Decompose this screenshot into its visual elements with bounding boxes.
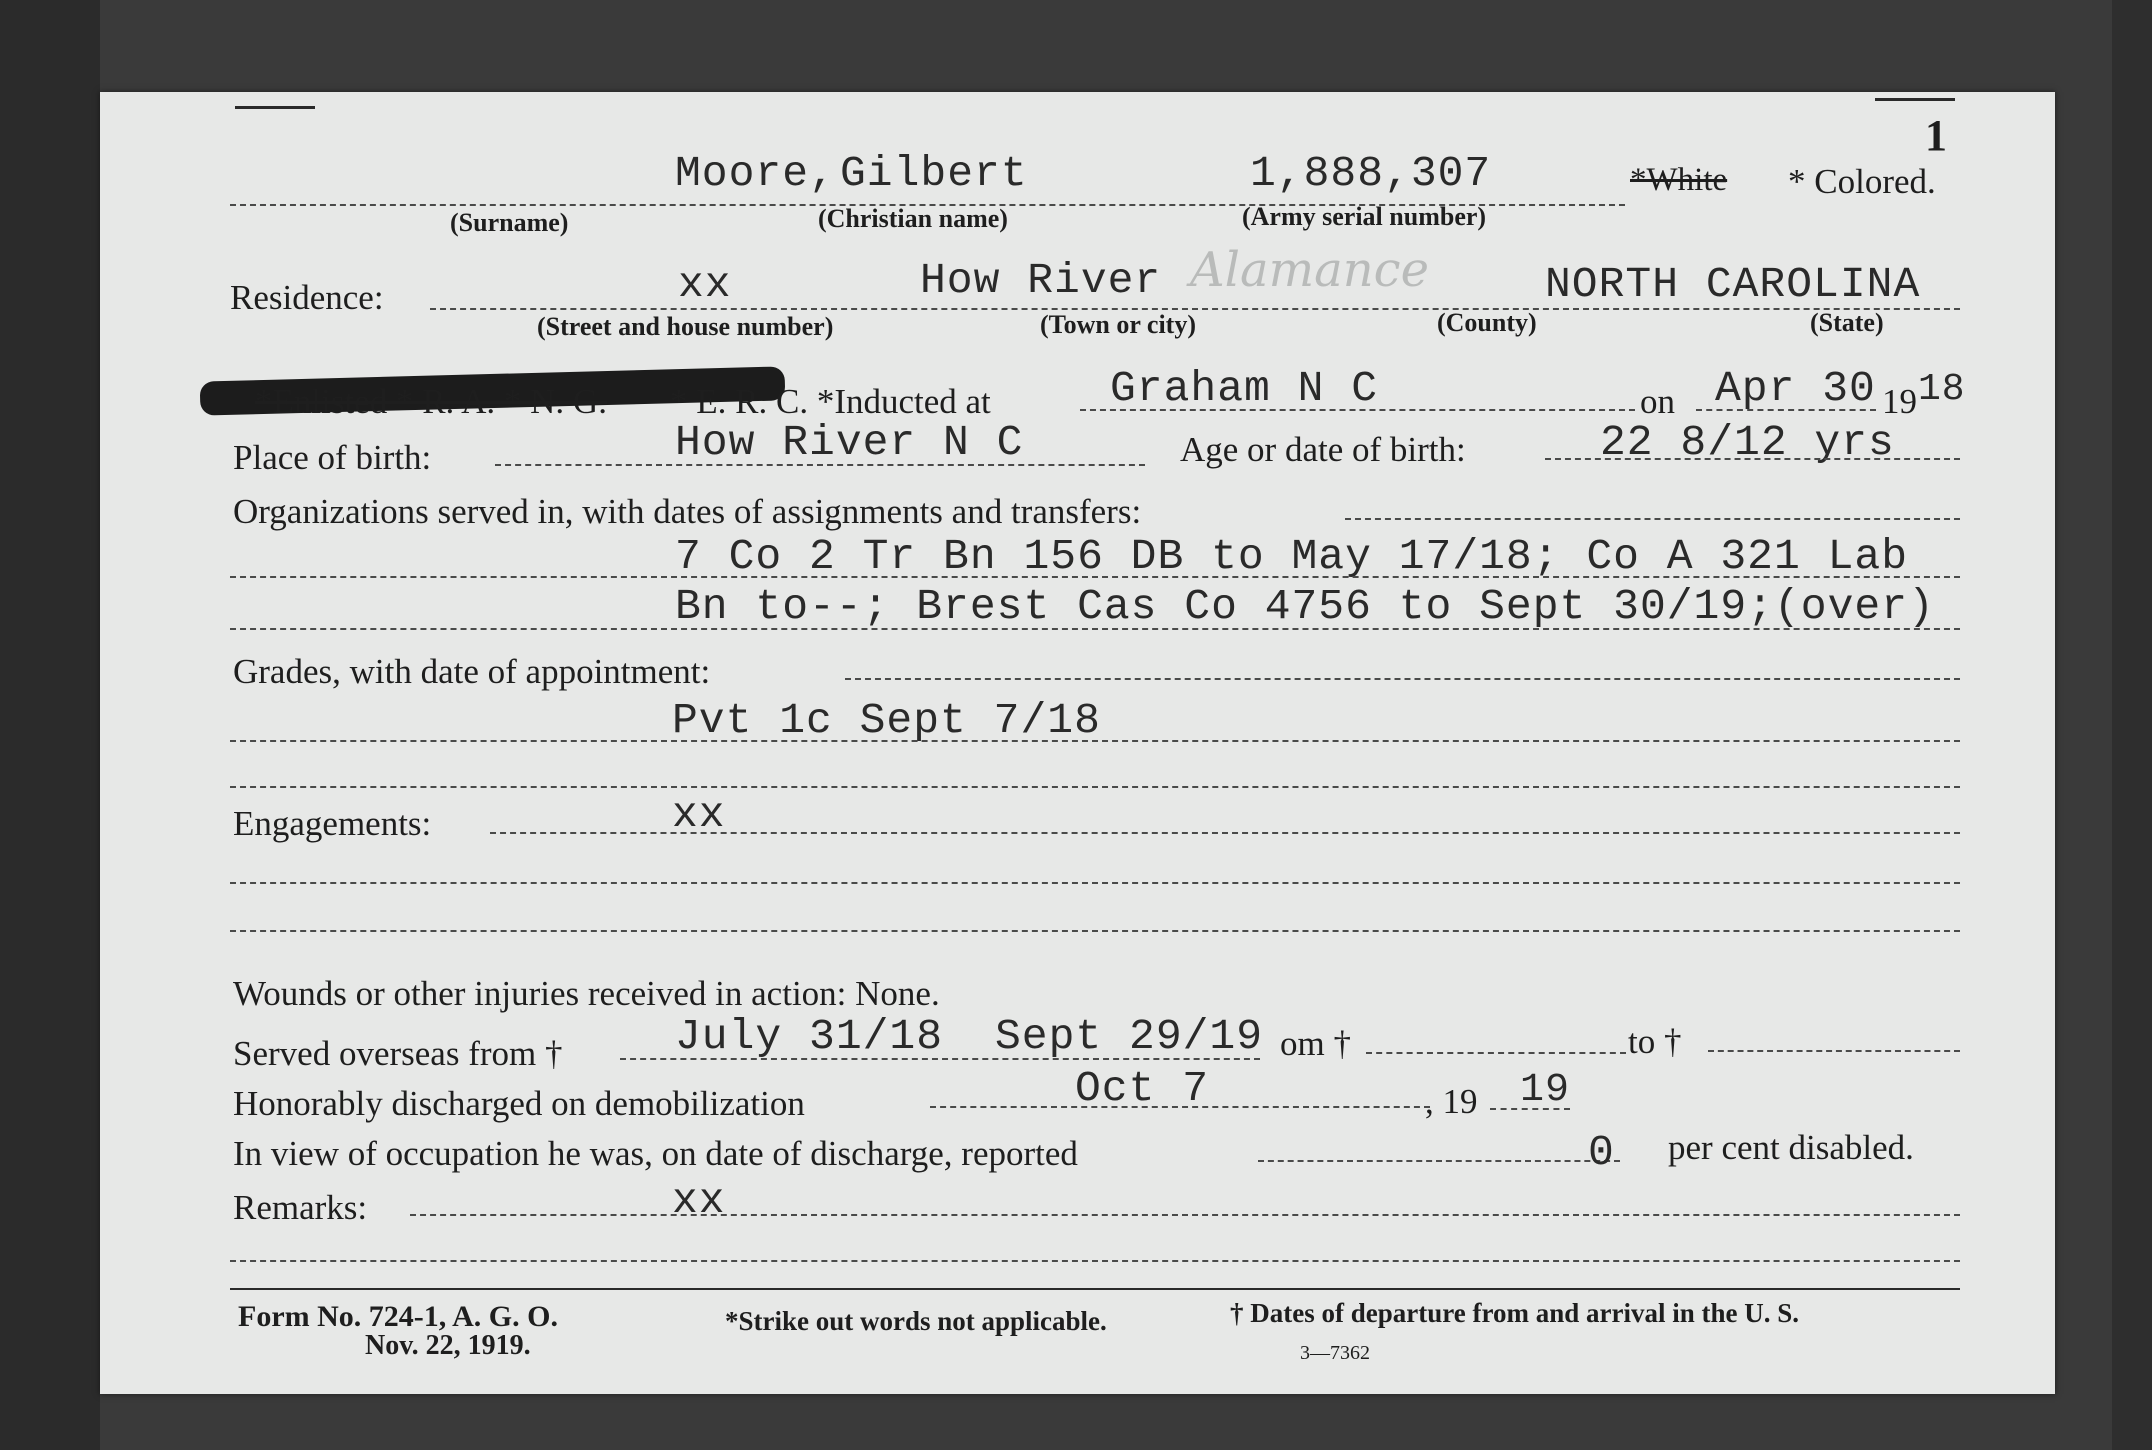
inducted-at-value: Graham N C xyxy=(1110,364,1379,413)
remarks-value: xx xyxy=(672,1176,726,1225)
serial-number-value: 1,888,307 xyxy=(1250,149,1492,198)
race-colored: * Colored. xyxy=(1788,162,1936,201)
discharge-year-prefix: , 19 xyxy=(1425,1082,1478,1121)
print-code: 3—7362 xyxy=(1300,1342,1370,1364)
organizations-line1-value: 7 Co 2 Tr Bn 156 DB to May 17/18; Co A 321 Lab xyxy=(675,532,1908,581)
grades-label: Grades, with date of appointment: xyxy=(233,652,711,691)
grades-line-1 xyxy=(230,740,1960,742)
residence-label: Residence: xyxy=(230,278,384,317)
form-date: Nov. 22, 1919. xyxy=(365,1330,531,1361)
on-label: on xyxy=(1640,382,1675,421)
form-number: Form No. 724-1, A. G. O. xyxy=(238,1300,558,1333)
age-label: Age or date of birth: xyxy=(1180,430,1466,469)
grades-line-2 xyxy=(230,786,1960,788)
race-white-struck: *White xyxy=(1630,162,1728,198)
christian-name-caption: (Christian name) xyxy=(818,204,1008,233)
engagements-line-1 xyxy=(230,882,1960,884)
county-caption: (County) xyxy=(1437,308,1537,337)
card-number: 1 xyxy=(1925,111,1947,160)
organizations-line-0 xyxy=(1345,518,1960,520)
strike-note: *Strike out words not applicable. xyxy=(725,1306,1107,1336)
overseas-mid-label: om † xyxy=(1280,1024,1351,1063)
state-value: NORTH CAROLINA xyxy=(1545,260,1921,309)
inducted-label: * E. R. C. *Inducted at xyxy=(670,382,991,421)
age-line xyxy=(1545,458,1960,460)
organizations-line-1 xyxy=(230,576,1960,578)
overseas-from-value: July 31/18 xyxy=(675,1012,944,1061)
enlisted-struck-text: *Enlisted * R. A. * N. G. xyxy=(255,382,607,421)
disability-label: In view of occupation he was, on date of discharge, reported xyxy=(233,1134,1078,1173)
birthplace-value: How River N C xyxy=(675,418,1024,467)
christian-name-value: Gilbert xyxy=(840,149,1028,198)
overseas-to-label: to † xyxy=(1628,1022,1682,1061)
disability-suffix: per cent disabled. xyxy=(1668,1128,1914,1167)
grades-line-0 xyxy=(845,678,1960,680)
engagements-line-0 xyxy=(490,832,1960,834)
street-value: xx xyxy=(678,260,732,309)
footer-rule xyxy=(230,1288,1960,1290)
overseas-to-line xyxy=(1708,1050,1960,1052)
scan-background-right xyxy=(2112,0,2152,1450)
state-caption: (State) xyxy=(1810,308,1884,337)
wounds-label: Wounds or other injuries received in action: None. xyxy=(233,974,940,1013)
discharge-year-line xyxy=(1490,1108,1570,1110)
top-right-rule xyxy=(1875,98,1955,101)
surname-caption: (Surname) xyxy=(450,208,569,237)
age-value: 22 8/12 yrs xyxy=(1600,418,1895,467)
remarks-label: Remarks: xyxy=(233,1188,368,1227)
disability-line xyxy=(1258,1160,1620,1162)
overseas-mid-line xyxy=(1366,1052,1626,1054)
remarks-line-0 xyxy=(410,1214,1960,1216)
induction-year-value: 18 xyxy=(1918,368,1966,411)
remarks-line-1 xyxy=(230,1260,1960,1262)
birthplace-line xyxy=(495,464,1145,466)
top-left-rule xyxy=(235,106,315,109)
induction-date-line xyxy=(1696,409,1876,411)
town-caption: (Town or city) xyxy=(1040,310,1196,339)
scan-background-left xyxy=(0,0,100,1450)
induction-date-value: Apr 30 xyxy=(1715,364,1876,413)
engagements-label: Engagements: xyxy=(233,804,432,843)
dates-note: † Dates of departure from and arrival in the U. S. xyxy=(1230,1298,1799,1328)
organizations-line-2 xyxy=(230,628,1960,630)
organizations-label: Organizations served in, with dates of assignments and transfers: xyxy=(233,492,1142,531)
discharge-year-value: 19 xyxy=(1520,1068,1571,1113)
discharge-date-line xyxy=(930,1106,1430,1108)
discharge-label: Honorably discharged on demobilization xyxy=(233,1084,805,1123)
induction-year-prefix: 19 xyxy=(1882,382,1917,421)
service-record-card xyxy=(100,92,2055,1394)
disability-value: 0 xyxy=(1588,1128,1615,1177)
overseas-from-line xyxy=(620,1058,1260,1060)
inducted-line xyxy=(1080,409,1635,411)
street-caption: (Street and house number) xyxy=(537,312,834,341)
engagements-line-2 xyxy=(230,930,1960,932)
overseas-label: Served overseas from † xyxy=(233,1034,563,1073)
grades-value: Pvt 1c Sept 7/18 xyxy=(672,696,1101,745)
discharge-date-value: Oct 7 xyxy=(1075,1064,1210,1113)
surname-value: Moore, xyxy=(675,149,836,198)
county-pencil-value: Alamance xyxy=(1190,242,1429,298)
organizations-line2-value: Bn to--; Brest Cas Co 4756 to Sept 30/19;(over) xyxy=(675,582,1935,631)
birthplace-label: Place of birth: xyxy=(233,438,432,477)
engagements-value: xx xyxy=(672,790,726,839)
serial-caption: (Army serial number) xyxy=(1242,202,1487,231)
overseas-to-value: Sept 29/19 xyxy=(995,1012,1264,1061)
town-value: How River xyxy=(920,256,1162,305)
